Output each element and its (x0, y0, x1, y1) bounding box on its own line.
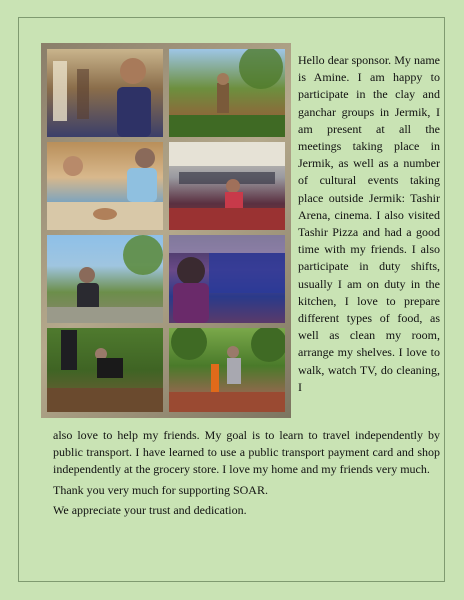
photo-clay-workshop (47, 142, 163, 230)
photo-playground (169, 328, 285, 412)
photo-gardening (47, 328, 163, 412)
photo-woman-smiling-at-table (47, 49, 163, 137)
photo-arena-audience (169, 235, 285, 323)
photo-park-walk (47, 235, 163, 323)
letter-paragraph-part1: Hello dear sponsor. My name is Amine. I am happy to participate in the clay and ganchar groups in Jermik, I am present at all the meetings taking place in Jermik, as well as a number of cultural events taking place outside Jermik: Tashir Arena, cinema. I also visited Tashir Pizza and had a good time with my friends. I also participate in duty shifts, usually I am on duty in the kitchen, I love to prepare different types of food, as well as clean my room, arrange my shelves. I love to walk, watch TV, do cleaning, I (298, 53, 440, 394)
photo-event-hall (169, 142, 285, 230)
photo-garden-outdoor (169, 49, 285, 137)
letter-paragraph-part2: also love to help my friends. My goal is to learn to travel independently by public transport. I have learned to use a public transport payment card and shop independently at the grocery store. I love my home and my friends very much. (53, 428, 440, 477)
thanks-line: Thank you very much for supporting SOAR. (53, 483, 268, 497)
photo-collage (41, 43, 291, 418)
appreciation-line: We appreciate your trust and dedication. (53, 503, 247, 517)
